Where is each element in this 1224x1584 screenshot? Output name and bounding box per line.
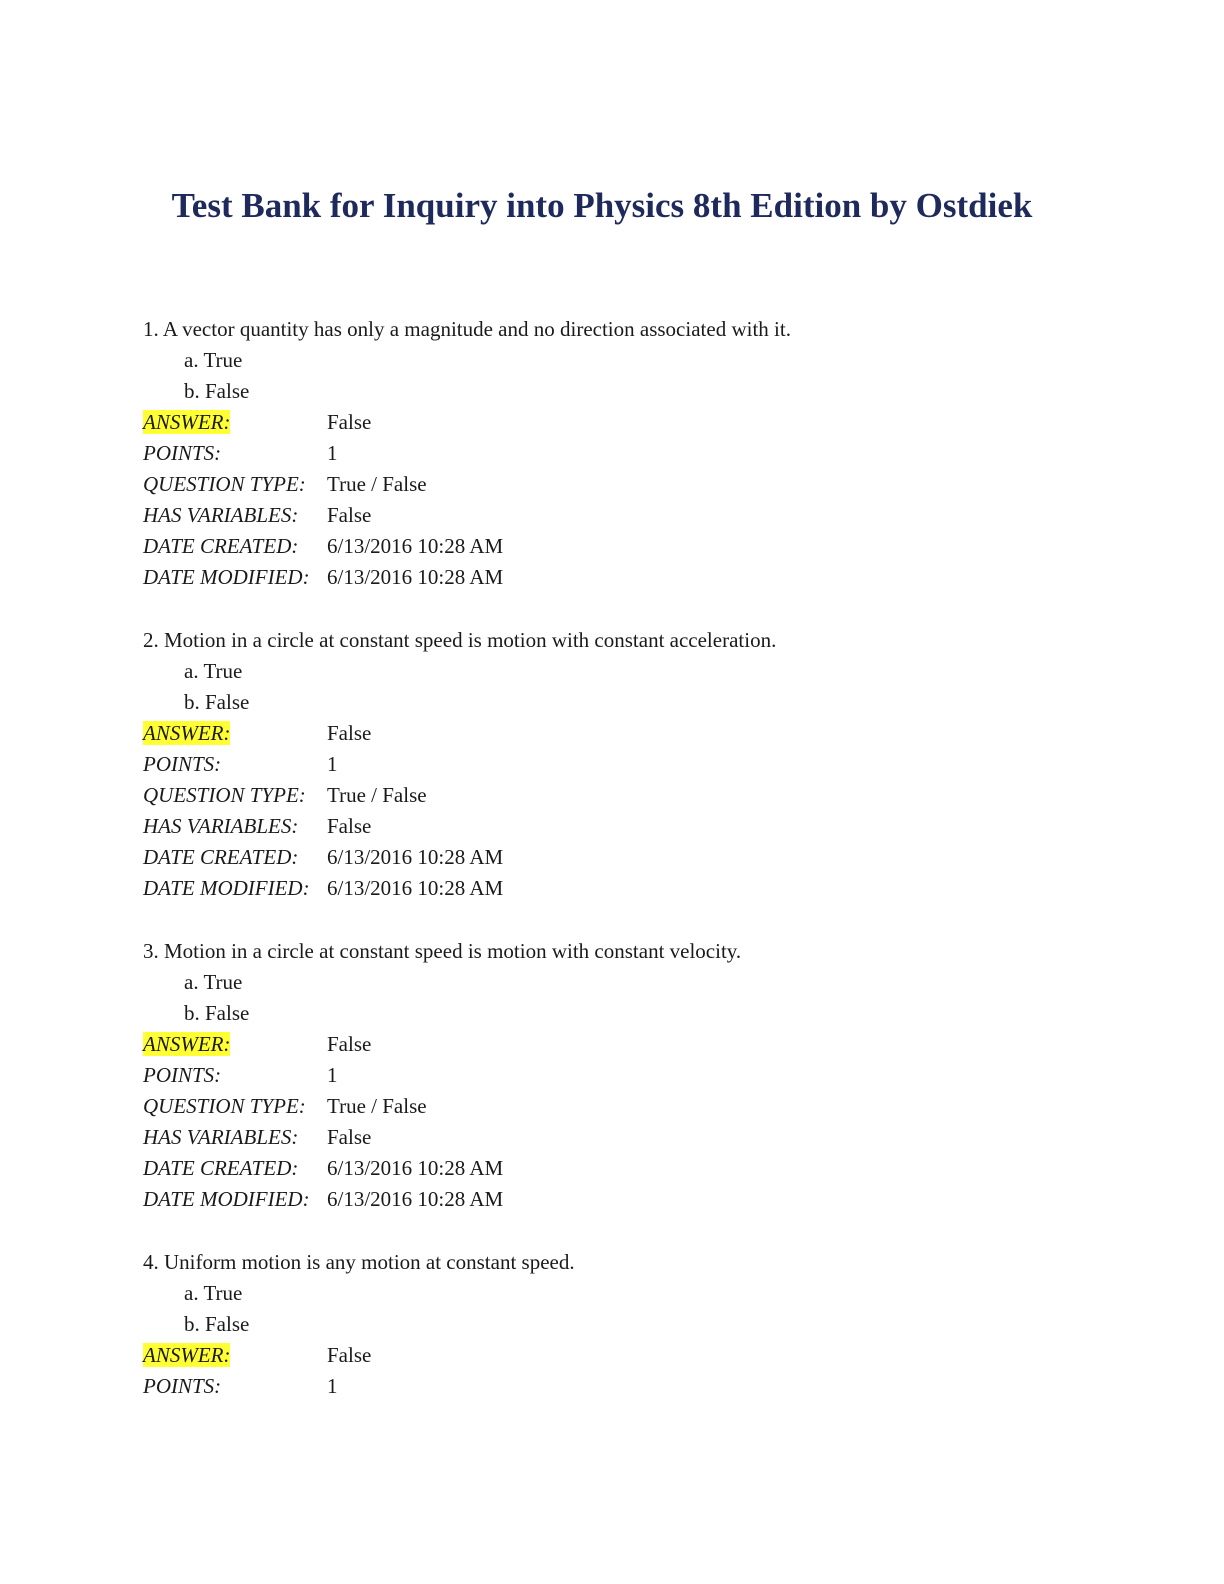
points-value: 1 (327, 441, 338, 465)
date-created-label: DATE CREATED: (143, 534, 299, 558)
date-created-row (143, 1153, 1143, 1184)
points-row (143, 438, 1143, 469)
date-created-value: 6/13/2016 10:28 AM (327, 845, 504, 869)
question-type-value: True / False (327, 783, 427, 807)
has-variables-row (143, 1122, 1143, 1153)
question-type-row (143, 1091, 1143, 1122)
question-type-value: True / False (327, 472, 427, 496)
document-title: Test Bank for Inquiry into Physics 8th Edition by Ostdiek (171, 186, 1033, 225)
date-created-label: DATE CREATED: (143, 845, 299, 869)
points-row (143, 749, 1143, 780)
answer-option: b. False (184, 1312, 250, 1336)
date-modified-value: 6/13/2016 10:28 AM (327, 565, 504, 589)
answer-option: b. False (184, 690, 250, 714)
answer-row (143, 1029, 1143, 1060)
question-type-row (143, 469, 1143, 500)
answer-row (143, 718, 1143, 749)
date-modified-row (143, 873, 1143, 904)
date-created-value: 6/13/2016 10:28 AM (327, 1156, 504, 1180)
question-item (143, 625, 1143, 904)
answer-label: ANSWER: (143, 1032, 231, 1056)
answer-option: a. True (184, 1281, 243, 1305)
date-modified-row (143, 1184, 1143, 1215)
answer-option: a. True (184, 970, 243, 994)
answer-row (143, 407, 1143, 438)
date-created-label: DATE CREATED: (143, 1156, 299, 1180)
points-row (143, 1371, 1143, 1402)
answer-label: ANSWER: (143, 1343, 231, 1367)
question-item (143, 314, 1143, 593)
date-created-row (143, 531, 1143, 562)
answer-value: False (327, 1343, 372, 1367)
answer-value: False (327, 410, 372, 434)
points-label: POINTS: (143, 752, 222, 776)
points-row (143, 1060, 1143, 1091)
date-modified-value: 6/13/2016 10:28 AM (327, 876, 504, 900)
answer-option: a. True (184, 659, 243, 683)
has-variables-label: HAS VARIABLES: (143, 1125, 299, 1149)
has-variables-value: False (327, 503, 372, 527)
points-label: POINTS: (143, 1374, 222, 1398)
date-modified-label: DATE MODIFIED: (143, 876, 310, 900)
has-variables-value: False (327, 814, 372, 838)
question-item (143, 1247, 1143, 1402)
question-stem: 2. Motion in a circle at constant speed is motion with constant acceleration. (143, 628, 777, 652)
answer-option: b. False (184, 379, 250, 403)
answer-value: False (327, 1032, 372, 1056)
question-stem: 1. A vector quantity has only a magnitude and no direction associated with it. (143, 317, 791, 341)
question-stem: 4. Uniform motion is any motion at constant speed. (143, 1250, 575, 1274)
question-type-label: QUESTION TYPE: (143, 472, 306, 496)
answer-option: b. False (184, 1001, 250, 1025)
question-stem: 3. Motion in a circle at constant speed is motion with constant velocity. (143, 939, 742, 963)
has-variables-row (143, 811, 1143, 842)
question-type-label: QUESTION TYPE: (143, 783, 306, 807)
points-label: POINTS: (143, 1063, 222, 1087)
date-created-row (143, 842, 1143, 873)
date-created-value: 6/13/2016 10:28 AM (327, 534, 504, 558)
question-list (143, 314, 1143, 1434)
question-type-value: True / False (327, 1094, 427, 1118)
has-variables-label: HAS VARIABLES: (143, 503, 299, 527)
answer-value: False (327, 721, 372, 745)
answer-option: a. True (184, 348, 243, 372)
has-variables-row (143, 500, 1143, 531)
answer-label: ANSWER: (143, 410, 231, 434)
has-variables-value: False (327, 1125, 372, 1149)
points-label: POINTS: (143, 441, 222, 465)
question-item (143, 936, 1143, 1215)
points-value: 1 (327, 1374, 338, 1398)
date-modified-value: 6/13/2016 10:28 AM (327, 1187, 504, 1211)
question-type-label: QUESTION TYPE: (143, 1094, 306, 1118)
question-type-row (143, 780, 1143, 811)
date-modified-label: DATE MODIFIED: (143, 565, 310, 589)
has-variables-label: HAS VARIABLES: (143, 814, 299, 838)
points-value: 1 (327, 1063, 338, 1087)
answer-row (143, 1340, 1143, 1371)
date-modified-label: DATE MODIFIED: (143, 1187, 310, 1211)
answer-label: ANSWER: (143, 721, 231, 745)
points-value: 1 (327, 752, 338, 776)
date-modified-row (143, 562, 1143, 593)
